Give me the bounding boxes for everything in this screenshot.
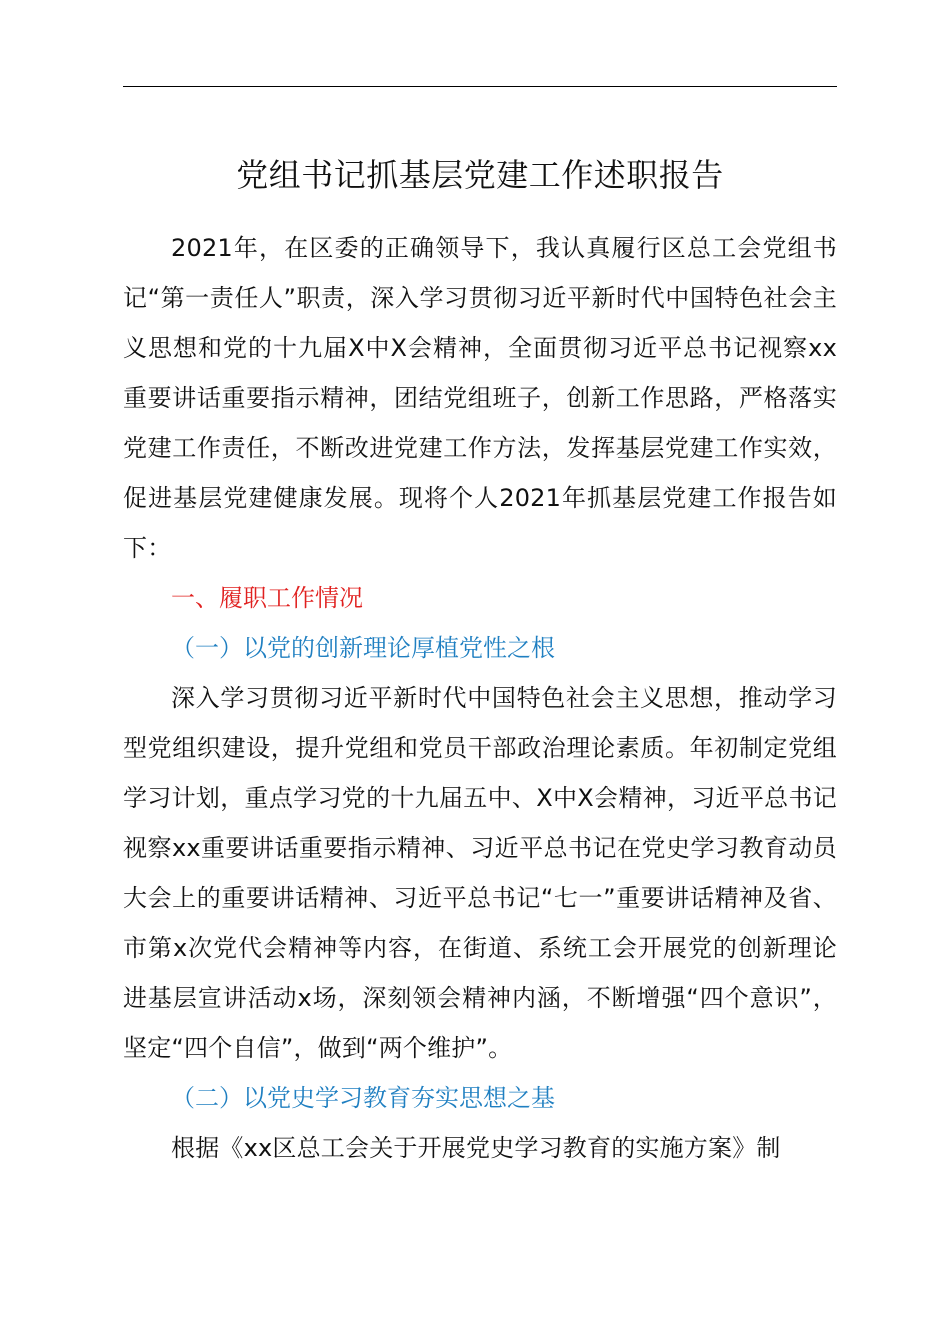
subsection-2-paragraph: 根据《xx区总工会关于开展党史学习教育的实施方案》制	[171, 1134, 781, 1162]
subsection-heading-1: （一）以党的创新理论厚植党性之根	[171, 634, 555, 662]
document-title: 党组书记抓基层党建工作述职报告	[236, 156, 724, 194]
subsection-1-paragraph: 深入学习贯彻习近平新时代中国特色社会主义思想，推动学习型党组织建设，提升党组和党员干部政治理论素质。年初制定党组学习计划，重点学习党的十九届五中、X中X会精神，习近平总书记视察xx重要讲话重要指示精神、习近平总书记在党史学习教育动员大会上的重要讲话精神、习近平总书记“七一”重要讲话精神及省、市第x次党代会精神等内容，在街道、系统工会开展党的创新理论进基层宣讲活动x场，深刻领会精神内涵，不断增强“四个意识”，坚定“四个自信”，做到“两个维护”。	[123, 684, 837, 1062]
header-rule	[123, 86, 837, 87]
section-heading-1: 一、履职工作情况	[171, 584, 363, 612]
subsection-heading-2: （二）以党史学习教育夯实思想之基	[171, 1084, 555, 1112]
intro-paragraph: 2021年，在区委的正确领导下，我认真履行区总工会党组书记“第一责任人”职责，深入学习贯彻习近平新时代中国特色社会主义思想和党的十九届X中X会精神，全面贯彻习近平总书记视察xx重要讲话重要指示精神，团结党组班子，创新工作思路，严格落实党建工作责任，不断改进党建工作方法，发挥基层党建工作实效，促进基层党建健康发展。现将个人2021年抓基层党建工作报告如下：	[123, 234, 837, 562]
document-body	[123, 223, 837, 1173]
